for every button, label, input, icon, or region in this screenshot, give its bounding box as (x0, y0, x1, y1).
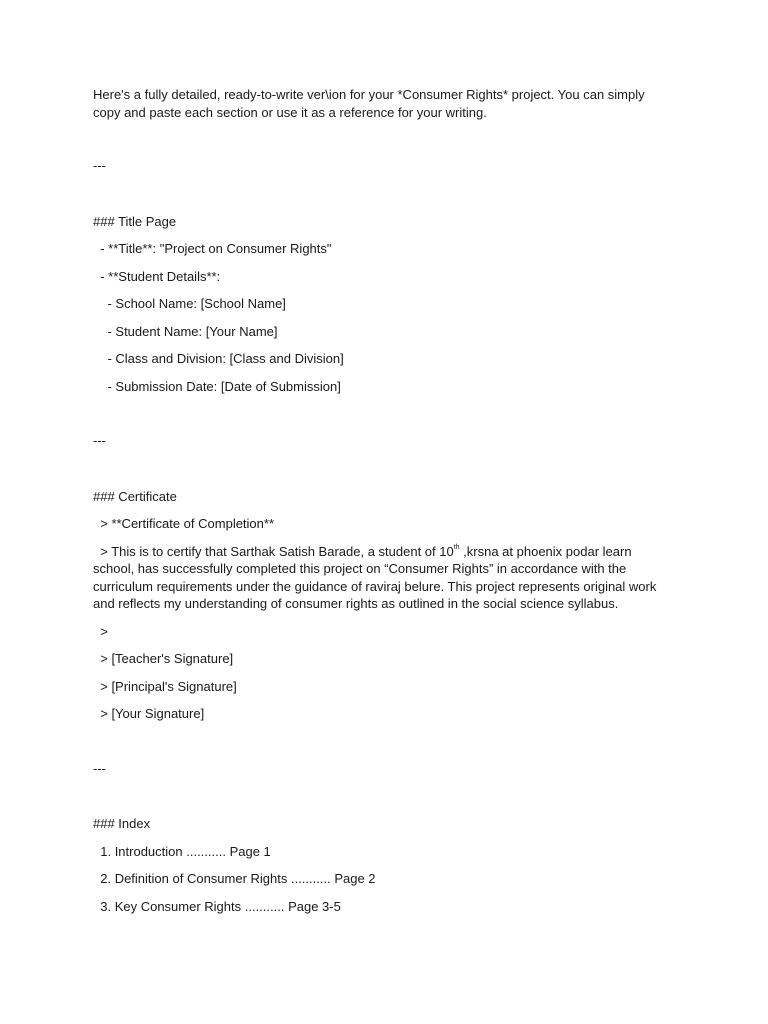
student-details-line: - **Student Details**: (93, 268, 221, 284)
principal-signature-line: > [Principal's Signature] (93, 678, 237, 694)
certificate-body-paragraph (93, 543, 673, 613)
student-name-line: - Student Name: [Your Name] (93, 323, 278, 339)
certificate-completion-line: > **Certificate of Completion** (93, 516, 275, 531)
section-divider: --- (93, 760, 106, 776)
section-divider: --- (93, 158, 106, 173)
your-signature-line: > [Your Signature] (93, 706, 205, 721)
certificate-body-superscript: th (453, 544, 460, 552)
certificate-body-rest: ,krsna at phoenix podar learn school, has successfully completed this project on “Consumer Rights” in accordance with the curriculum requirements under the guidance of raviraj belure. This project represents original work and reflects my understanding of consumer rights as outlined in the social science syllabus. (93, 543, 660, 611)
title-page-heading: ### Title Page (93, 213, 177, 229)
intro-paragraph: Here's a fully detailed, ready-to-write ver\ion for your *Consumer Rights* project. You can simply copy and paste each section or use it as a reference for your writing. (93, 87, 649, 120)
index-heading: ### Index (93, 816, 151, 831)
certificate-heading: ### Certificate (93, 488, 177, 504)
class-division-line: - Class and Division: [Class and Division] (93, 351, 344, 366)
document-body (93, 86, 673, 925)
submission-date-line: - Submission Date: [Date of Submission] (93, 378, 341, 394)
school-name-line: - School Name: [School Name] (93, 296, 286, 311)
index-item: 2. Definition of Consumer Rights ........... Page 2 (93, 871, 376, 886)
certificate-body-start: > This is to certify that Sarthak Satish Barade, a student of 10 (93, 543, 454, 559)
teacher-signature-line: > [Teacher's Signature] (93, 651, 234, 666)
section-divider: --- (93, 433, 106, 448)
certificate-blank-quote: > (93, 623, 108, 639)
index-item: 1. Introduction ........... Page 1 (93, 843, 271, 859)
index-item: 3. Key Consumer Rights ........... Page 3-5 (93, 898, 341, 914)
title-line: - **Title**: "Project on Consumer Rights" (93, 241, 332, 256)
